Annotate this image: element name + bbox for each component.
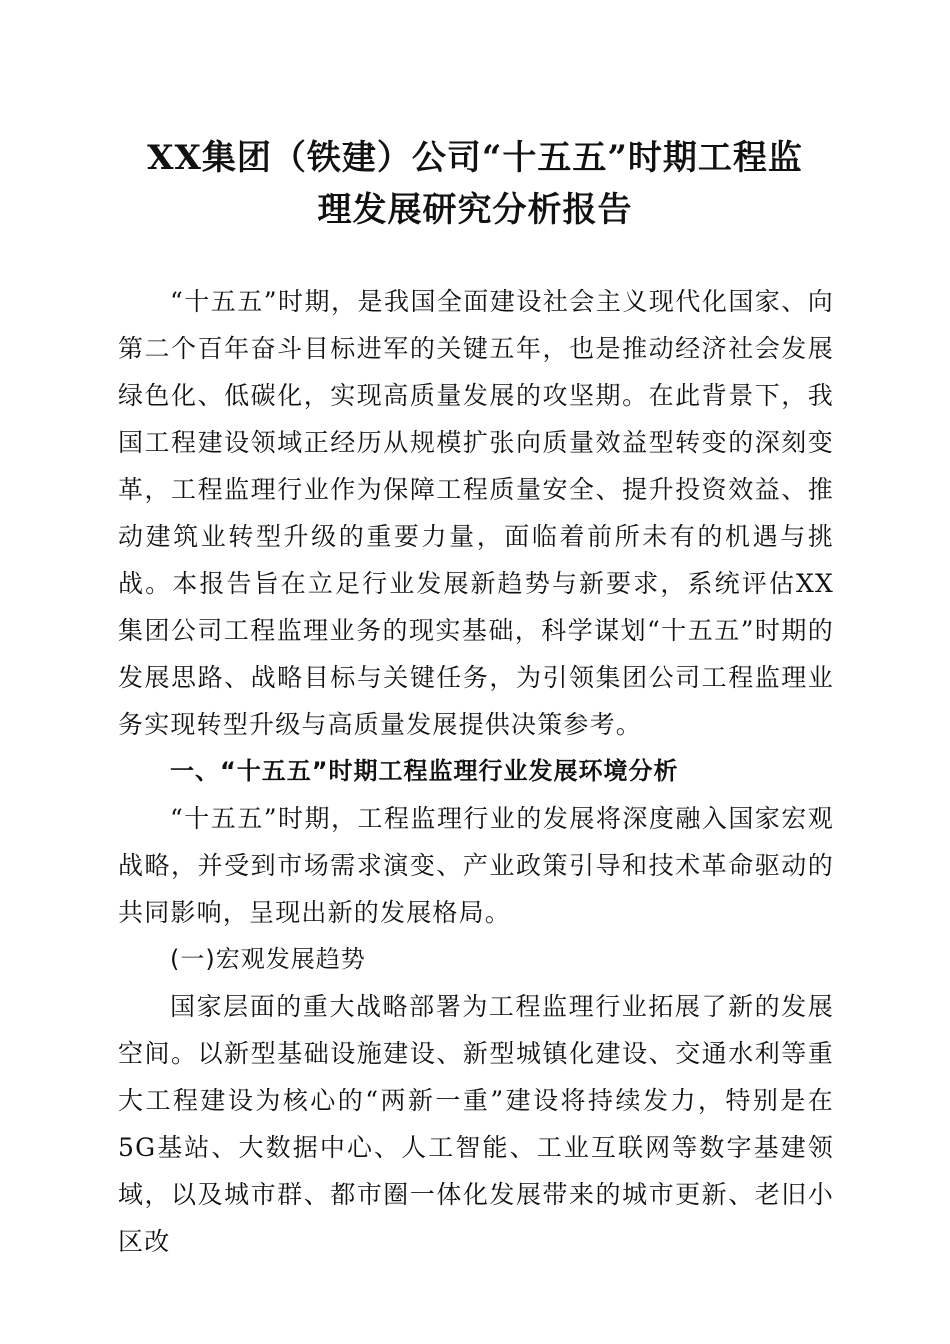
intro-paragraph: “十五五”时期，是我国全面建设社会主义现代化国家、向第二个百年奋斗目标进军的关键五年，也是推动经济社会发展绿色化、低碳化，实现高质量发展的攻坚期。在此背景下，我国工程建设领域正经历从规模扩张向质量效益型转变的深刻变革，工程监理行业作为保障工程质量安全、提升投资效益、推动建筑业转型升级的重要力量，面临着前所未有的机遇与挑战。本报告旨在立足行业发展新趋势与新要求，系统评估XX集团公司工程监理业务的现实基础，科学谋划“十五五”时期的发展思路、战略目标与关键任务，为引领集团公司工程监理业务实现转型升级与高质量发展提供决策参考。 xyxy=(118,287,834,739)
document-title xyxy=(110,132,840,236)
section-1-heading: 一、“十五五”时期工程监理行业发展环境分析 xyxy=(170,757,679,785)
subsection-1-paragraph: 国家层面的重大战略部署为工程监理行业拓展了新的发展空间。以新型基础设施建设、新型城镇化建设、交通水利等重大工程建设为核心的“两新一重”建设将持续发力，特别是在5G基站、大数据中心、人工智能、工业互联网等数字基建领域，以及城市群、都市圈一体化发展带来的城市更新、老旧小区改 xyxy=(118,992,834,1256)
title-line-2: 理发展研究分析报告 xyxy=(317,190,633,230)
section-1-paragraph: “十五五”时期，工程监理行业的发展将深度融入国家宏观战略，并受到市场需求演变、产业政策引导和技术革命驱动的共同影响，呈现出新的发展格局。 xyxy=(118,804,834,927)
title-line-1: XX集团（铁建）公司“十五五”时期工程监 xyxy=(147,138,803,178)
subsection-1-heading: (一)宏观发展趋势 xyxy=(170,945,366,973)
document-body xyxy=(118,278,834,1265)
